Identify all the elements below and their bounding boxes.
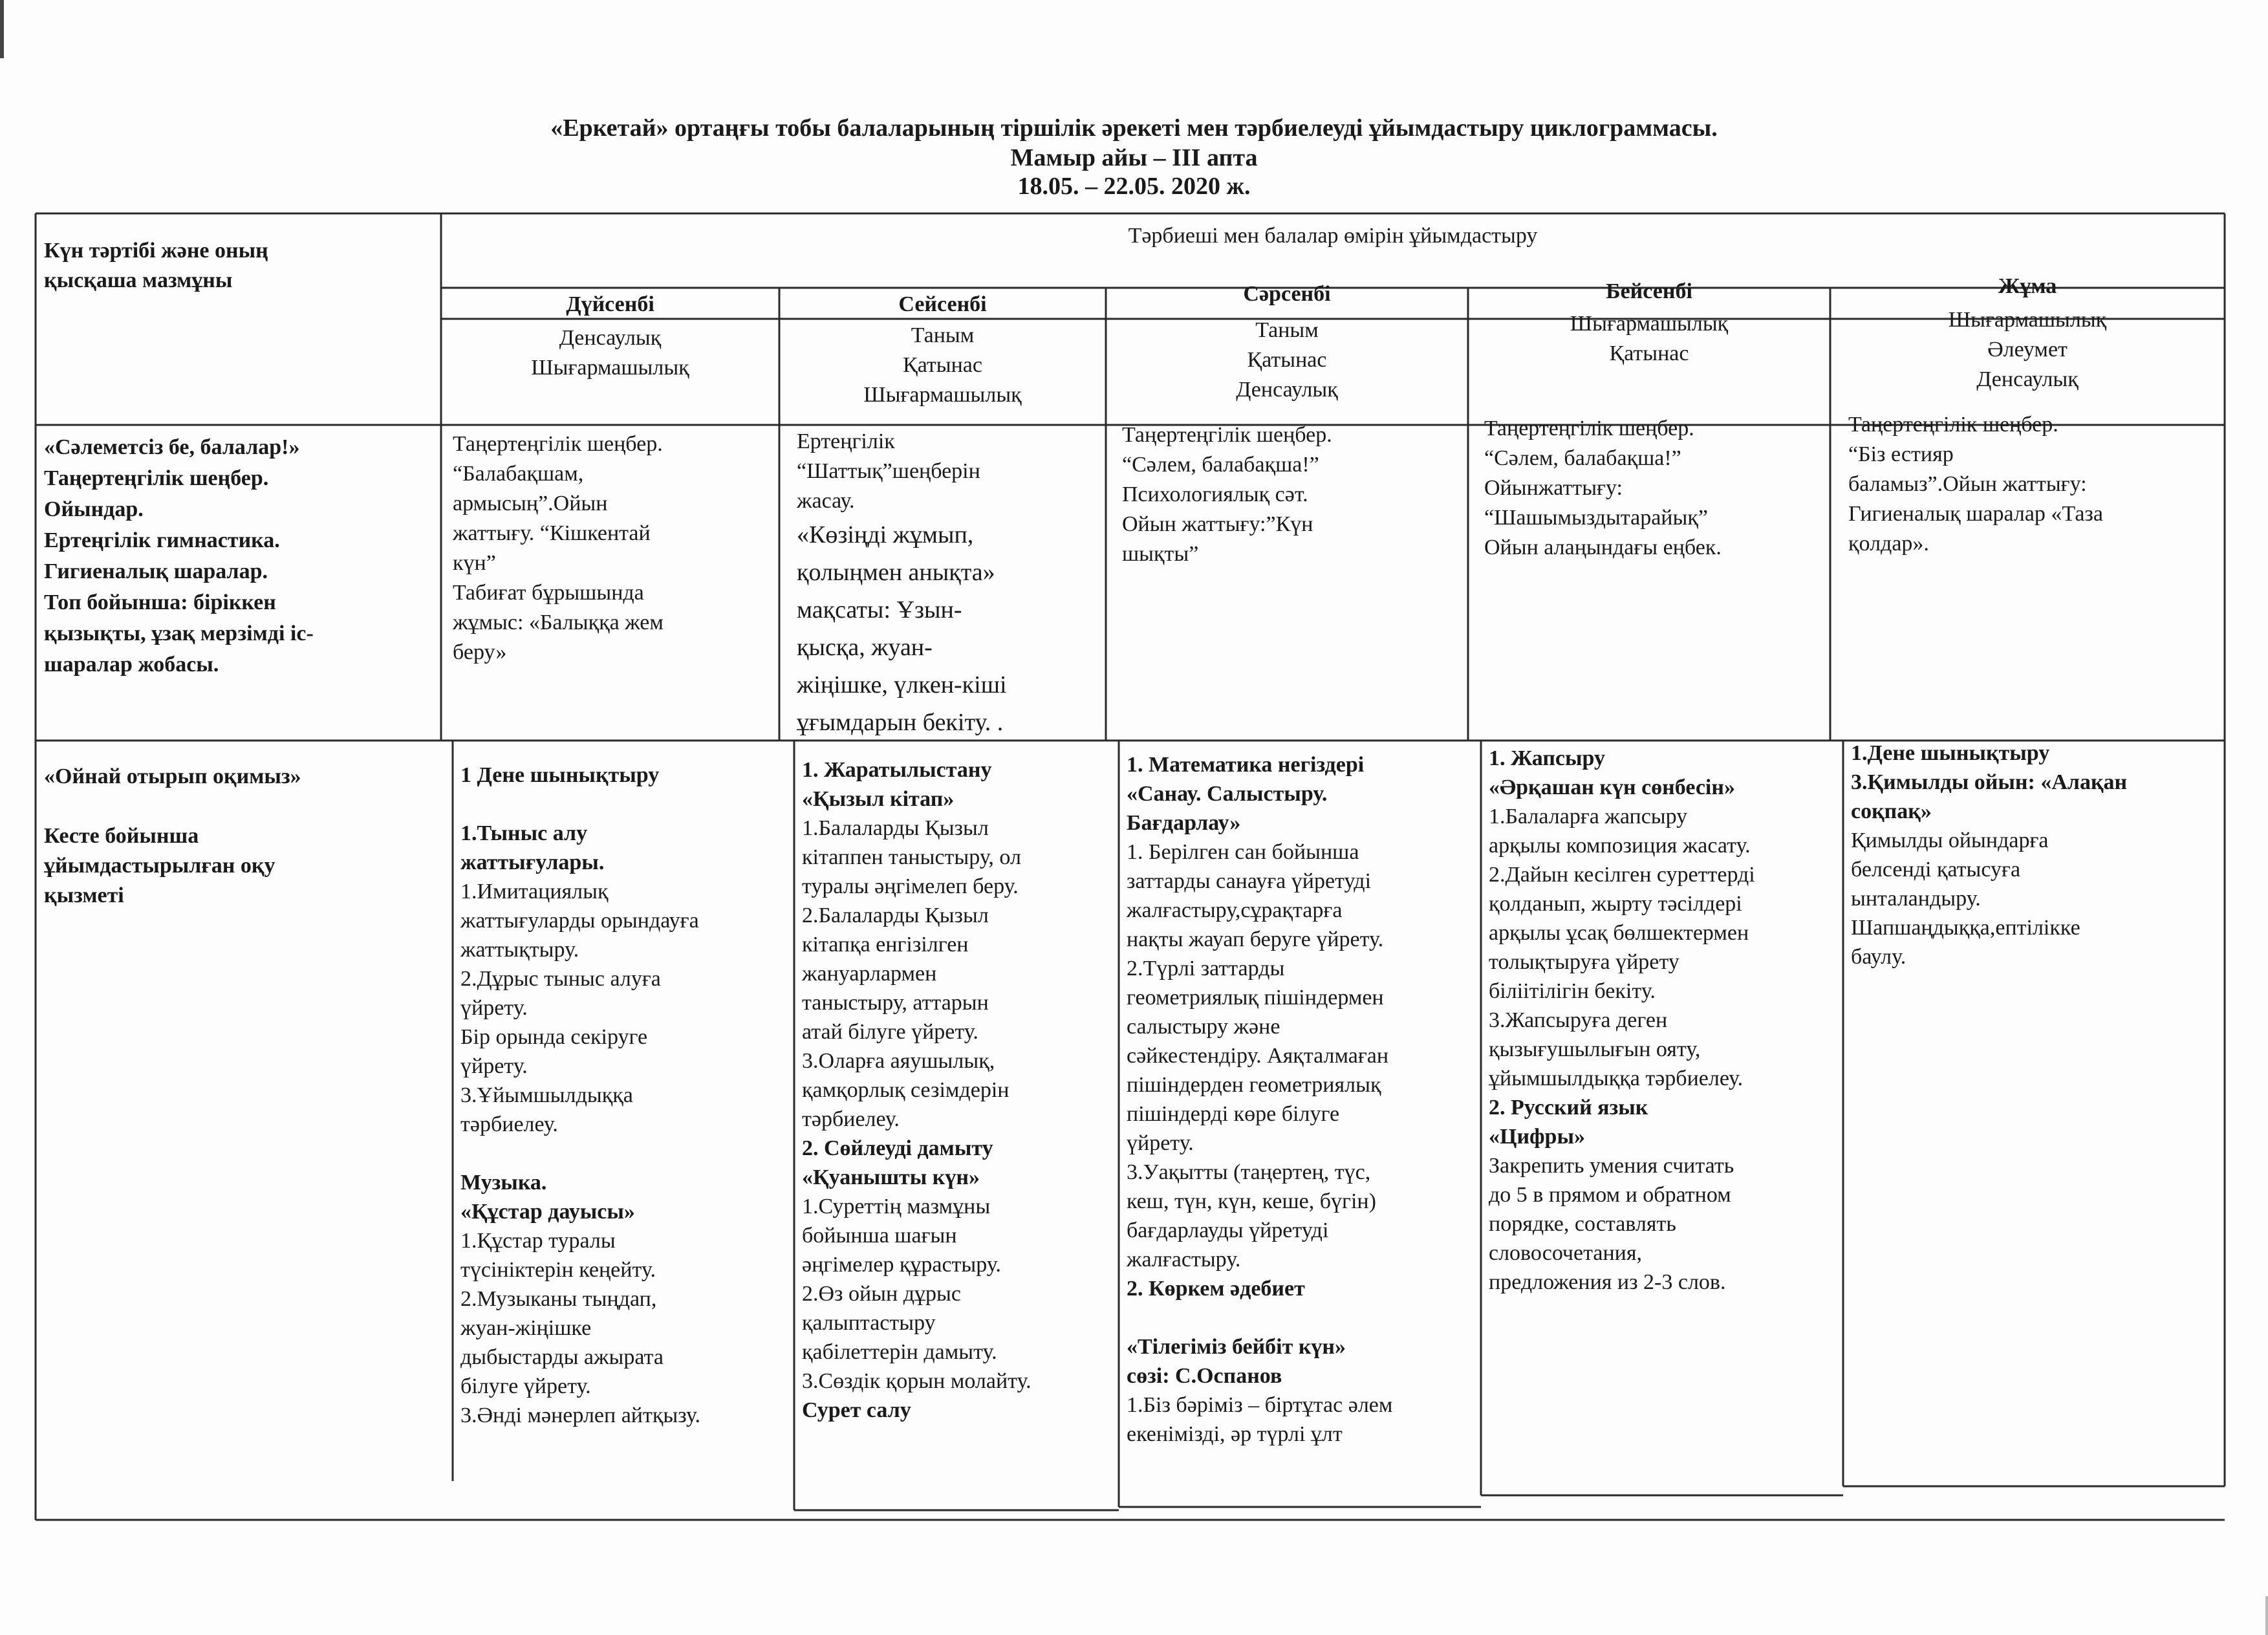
text-line: пішіндерден геометриялық	[1127, 1073, 1381, 1097]
subject-heading: «Қызыл кітап»	[802, 787, 955, 811]
text-line: Таңертеңгілік шеңбер.	[1484, 417, 1694, 440]
text-line: Ойын алаңындағы еңбек.	[1484, 536, 1722, 559]
text-line: жасау.	[797, 489, 855, 513]
subject-heading: «Цифры»	[1489, 1125, 1586, 1149]
text-line: “Сәлем, балабақша!”	[1122, 453, 1319, 477]
text-line: Табиғат бұрышында	[453, 581, 644, 605]
day-areas-thursday	[1468, 309, 1830, 369]
text-line: 3.Ұйымшылдыққа	[460, 1083, 633, 1107]
text-line: арқылы композиция жасату.	[1489, 834, 1751, 858]
text-line: қолыңмен анықта»	[797, 559, 995, 586]
text-line: күн”	[453, 551, 496, 575]
subject-heading: 2. Русский язык	[1489, 1096, 1648, 1120]
day-header-wednesday: Сәрсенбі	[1243, 282, 1331, 306]
text-line: ұйымшылдыққа тәрбиелеу.	[1489, 1067, 1744, 1090]
text-line: жіңішке, үлкен-кіші	[797, 671, 1007, 698]
subject-heading: «Тілегіміз бейбіт күн»	[1127, 1335, 1346, 1359]
text-line: пішіндерді көре білуге	[1127, 1102, 1340, 1126]
text-line: Қимылды ойындарға	[1851, 828, 2049, 852]
text-line: әңгімелер құрастыру.	[802, 1253, 1001, 1277]
row1-wednesday	[1122, 420, 1465, 569]
text-line: «Көзіңді жұмып,	[797, 521, 974, 548]
text-line: таныстыру, аттарын	[802, 991, 989, 1015]
text-line: жаттықтыру.	[460, 938, 579, 962]
text-line: Ойынжаттығу:	[1484, 476, 1623, 500]
row2-thursday	[1489, 744, 1841, 1297]
text-line: “Сәлем, балабақша!”	[1484, 446, 1681, 470]
text-line: заттарды санауға үйретуді	[1127, 869, 1372, 893]
subject-heading: 3.Қимылды ойын: «Алақан	[1851, 770, 2128, 794]
text-line: 3.Жапсыруға деген	[1489, 1008, 1668, 1032]
text-line: 2.Балаларды Қызыл	[802, 904, 989, 927]
text-line: қысқа, жуан-	[797, 634, 933, 661]
area-label: Таным	[911, 323, 975, 347]
text-line: 1.Суреттің мазмұны	[802, 1195, 991, 1218]
text-line: 3.Оларға аяушылық,	[802, 1049, 995, 1073]
day-areas-monday	[441, 323, 779, 383]
text-line: армысың”.Ойын	[453, 492, 608, 515]
text-line: Ертеңгілік	[797, 429, 895, 453]
text-line: бойынша шағын	[802, 1224, 957, 1248]
day-areas-wednesday	[1106, 316, 1468, 405]
area-label: Әлеумет	[1987, 338, 2068, 362]
text-line: жануарлармен	[802, 962, 937, 986]
area-label: Шығармашылық	[1948, 308, 2107, 332]
row1-friday	[1848, 410, 2223, 559]
day-header-monday: Дүйсенбі	[566, 292, 654, 316]
row1-label-line: «Сәлеметсіз бе, балалар!»	[44, 435, 300, 459]
text-line: 1.Біз бәріміз – біртұтас әлем	[1127, 1393, 1393, 1417]
text-line: 1.Балаларға жапсыру	[1489, 805, 1688, 828]
text-line: жаттығу. “Кішкентай	[453, 521, 651, 545]
row1-label-line: Ертеңгілік гимнастика.	[44, 528, 280, 552]
text-line: толықтыруға үйрету	[1489, 950, 1679, 974]
subject-heading: «Қуанышты күн»	[802, 1165, 980, 1189]
document-date-range: 18.05. – 22.05. 2020 ж.	[1017, 173, 1251, 200]
text-line: 1.Балаларды Қызыл	[802, 816, 989, 840]
document-month-week: Мамыр айы – ІІІ апта	[1010, 144, 1258, 171]
document-title: «Еркетай» ортаңғы тобы балаларының тіршілік әрекеті мен тәрбиелеуді ұйымдастыру циклограммасы.	[550, 114, 1718, 142]
text-line: қызығушылығын ояту,	[1489, 1037, 1701, 1061]
text-line: салыстыру және	[1127, 1015, 1280, 1039]
text-line: баламыз”.Ойын жаттығу:	[1848, 472, 2087, 496]
text-line: 1.Құстар туралы	[460, 1229, 616, 1253]
day-header-friday: Жұма	[1998, 274, 2057, 298]
subject-heading: 1 Дене шынықтыру	[460, 763, 660, 787]
text-line: 2.Өз ойын дұрыс	[802, 1282, 961, 1306]
area-label: Қатынас	[903, 353, 982, 377]
text-line: тәрбиелеу.	[460, 1112, 558, 1136]
area-label: Денсаулық	[1976, 367, 2079, 391]
text-line: үйрету.	[1127, 1131, 1194, 1155]
text-line: геометриялық пішіндермен	[1127, 986, 1384, 1010]
text-line: жалғастыру.	[1127, 1248, 1241, 1272]
text-line: жаттығуларды орындауға	[460, 909, 699, 933]
text-line: кітапқа енгізілген	[802, 933, 969, 957]
text-line: жұмыс: «Балыққа жем	[453, 611, 664, 634]
row1-tuesday	[797, 427, 1101, 741]
area-label: Денсаулық	[1236, 378, 1338, 402]
text-line: арқылы ұсақ бөлшектермен	[1489, 921, 1749, 945]
text-line: “Шашымыздытарайық”	[1484, 506, 1708, 530]
area-label: Шығармашылық	[531, 356, 689, 380]
text-line: ынталандыру.	[1851, 887, 1981, 911]
text-line: словосочетания,	[1489, 1241, 1643, 1265]
corner-header	[44, 236, 432, 296]
text-line: нақты жауап беруге үйрету.	[1127, 927, 1384, 951]
text-line: қабілеттерін дамыту.	[802, 1340, 997, 1364]
text-line: Шапшаңдыққа,епті​лікке	[1851, 916, 2080, 940]
text-line: 2.Түрлі заттарды	[1127, 957, 1285, 980]
day-header-thursday: Бейсенбі	[1606, 279, 1692, 303]
text-line: қалыптастыру	[802, 1311, 936, 1335]
text-line: “Біз естияр	[1848, 442, 1954, 466]
text-line: 1. Берілген сан бойынша	[1127, 840, 1359, 864]
row1-label	[44, 432, 438, 680]
area-label: Шығармашылық	[1570, 312, 1729, 336]
text-line: “Балабақшам,	[453, 462, 584, 486]
area-label: Қатынас	[1609, 341, 1689, 365]
subject-heading: Бағдарлау»	[1127, 811, 1241, 835]
text-line: біліітілігін бекіту.	[1489, 979, 1656, 1003]
row1-label-line: Таңертеңгілік шеңбер.	[44, 466, 269, 490]
text-line: до 5 в прямом и обратном	[1489, 1183, 1731, 1207]
row1-label-line: Топ бойынша: біріккен	[44, 590, 276, 614]
text-line: қолданып, жырту тәсілдері	[1489, 892, 1742, 916]
row2-tuesday	[802, 755, 1116, 1425]
text-line: атай білуге үйрету.	[802, 1020, 978, 1044]
subject-heading: 1.Тыныс алу	[460, 821, 588, 845]
text-line: жалғастыру,сұрақтарға	[1127, 898, 1343, 922]
row1-tuesday-game	[797, 516, 1101, 741]
text-line: 3.Уақытты (таңертең, түс,	[1127, 1160, 1371, 1184]
subject-heading: сөзі: С.Оспанов	[1127, 1364, 1282, 1388]
text-line: қолдар».	[1848, 532, 1929, 556]
text-line: үйрету.	[460, 996, 528, 1020]
area-label: Таным	[1255, 318, 1319, 342]
day-areas-tuesday	[779, 321, 1106, 410]
text-line: екенімізді, әр түрлі ұлт	[1127, 1422, 1343, 1446]
text-line: қамқорлық сезімдерін	[802, 1078, 1010, 1102]
text-line: Закрепить умения считать	[1489, 1154, 1734, 1178]
text-line	[1127, 1303, 1479, 1332]
subject-heading: «Құстар дауысы»	[460, 1200, 635, 1224]
text-line: предложения из 2-3 слов.	[1489, 1270, 1726, 1294]
text-line: мақсаты: Ұзын-	[797, 596, 962, 623]
subject-heading: жаттығулары.	[460, 850, 605, 874]
text-line: 3.Әнді мәнерлеп айтқызу.	[460, 1403, 701, 1427]
text-line: үйрету.	[460, 1054, 528, 1078]
subject-heading: 2. Көркем әдебиет	[1127, 1277, 1305, 1301]
text-line: жуан-жіңішке	[460, 1316, 592, 1340]
subject-heading: 1.Дене шынықтыру	[1851, 741, 2050, 765]
text-line: 1.Имитациялық	[460, 880, 609, 904]
text-line: шықты”	[1122, 542, 1199, 566]
text-line: порядке, составлять	[1489, 1212, 1676, 1236]
row1-label-line: Ойындар.	[44, 497, 144, 521]
text-line: туралы әңгімелеп беру.	[802, 874, 1019, 898]
subject-heading: Сурет салу	[802, 1398, 911, 1422]
row2-label-title: «Ойнай отырып оқимыз»	[44, 764, 301, 788]
row2-label-line: ұйымдастырылған оқу	[44, 854, 275, 878]
text-line: тәрбиелеу.	[802, 1107, 900, 1131]
text-line: Таңертеңгілік шеңбер.	[1122, 423, 1332, 447]
text-line: түсініктерін кеңейту.	[460, 1258, 656, 1282]
text-line: “Шаттық”шеңберін	[797, 459, 980, 483]
row1-monday	[453, 429, 776, 667]
group-header: Тәрбиеші мен балалар өмірін ұйымдастыру	[1128, 224, 1538, 248]
row2-label-line: Кесте бойынша	[44, 824, 199, 848]
row2-label-line: қызметі	[44, 883, 124, 907]
text-line: Гигиеналық шаралар «Таза	[1848, 502, 2103, 526]
text-line: сәйкестендіру. Аяқталмаған	[1127, 1044, 1389, 1068]
text-line: Таңертеңгілік шеңбер.	[1848, 413, 2058, 437]
area-label: Денсаулық	[559, 326, 662, 350]
text-line: кеш, түн, күн, кеше, бүгін)	[1127, 1189, 1376, 1213]
row2-monday	[460, 761, 781, 1430]
text-line: 2.Дайын кесілген суреттерді	[1489, 863, 1755, 887]
subject-heading: 1. Математика негіздері	[1127, 753, 1365, 777]
text-line: дыбыстарды ажырата	[460, 1345, 664, 1369]
text-line	[460, 1139, 781, 1168]
text-line: белсенді қатысуға	[1851, 858, 2021, 882]
row1-label-line: Гигиеналық шаралар.	[44, 559, 268, 583]
row2-friday	[1851, 739, 2223, 971]
text-line: беру»	[453, 640, 507, 664]
text-line: білуге үйрету.	[460, 1374, 591, 1398]
text-line: ұғымдарын бекіту. .	[797, 709, 1004, 736]
row2-label	[44, 762, 442, 911]
row1-label-line: шаралар жобасы.	[44, 653, 219, 677]
text-line: Психологиялық сәт.	[1122, 482, 1308, 506]
subject-heading: «Санау. Салыстыру.	[1127, 782, 1328, 806]
day-areas-friday	[1830, 305, 2225, 395]
text-line: баулу.	[1851, 945, 1906, 969]
text-line: Ойын жаттығу:”Күн	[1122, 512, 1313, 536]
row1-thursday	[1484, 414, 1827, 563]
text-line: 2.Дұрыс тыныс алуға	[460, 967, 661, 991]
area-label: Шығармашылық	[863, 383, 1022, 407]
text-line: 2.Музыканы тыңдап,	[460, 1287, 657, 1311]
text-line: 3.Сөздік қорын молайту.	[802, 1369, 1031, 1393]
subject-heading: 1. Жаратылыстану	[802, 758, 992, 782]
corner-header-line: қысқаша мазмұны	[44, 268, 233, 292]
day-header-tuesday: Сейсенбі	[898, 292, 987, 316]
row1-label-line: қызықты, ұзақ мерзімді іс-	[44, 622, 314, 645]
text-line: Таңертеңгілік шеңбер.	[453, 432, 663, 456]
subject-heading: Музыка.	[460, 1171, 547, 1195]
text-line: бағдарлауды үйретуді	[1127, 1218, 1329, 1242]
subject-heading: «Әрқашан күн сөнбесін»	[1489, 775, 1735, 799]
subject-heading: 2. Сөйлеуді дамыту	[802, 1136, 993, 1160]
text-line: кітаппен таныстыру, ол	[802, 845, 1021, 869]
area-label: Қатынас	[1247, 348, 1327, 372]
text-line: Бір орында секіруге	[460, 1025, 648, 1049]
subject-heading: соқпақ»	[1851, 799, 1932, 823]
text-line	[460, 790, 781, 819]
row2-wednesday	[1127, 750, 1479, 1449]
subject-heading: 1. Жапсыру	[1489, 746, 1606, 770]
corner-header-line: Күн тәртібі және оның	[44, 239, 268, 263]
